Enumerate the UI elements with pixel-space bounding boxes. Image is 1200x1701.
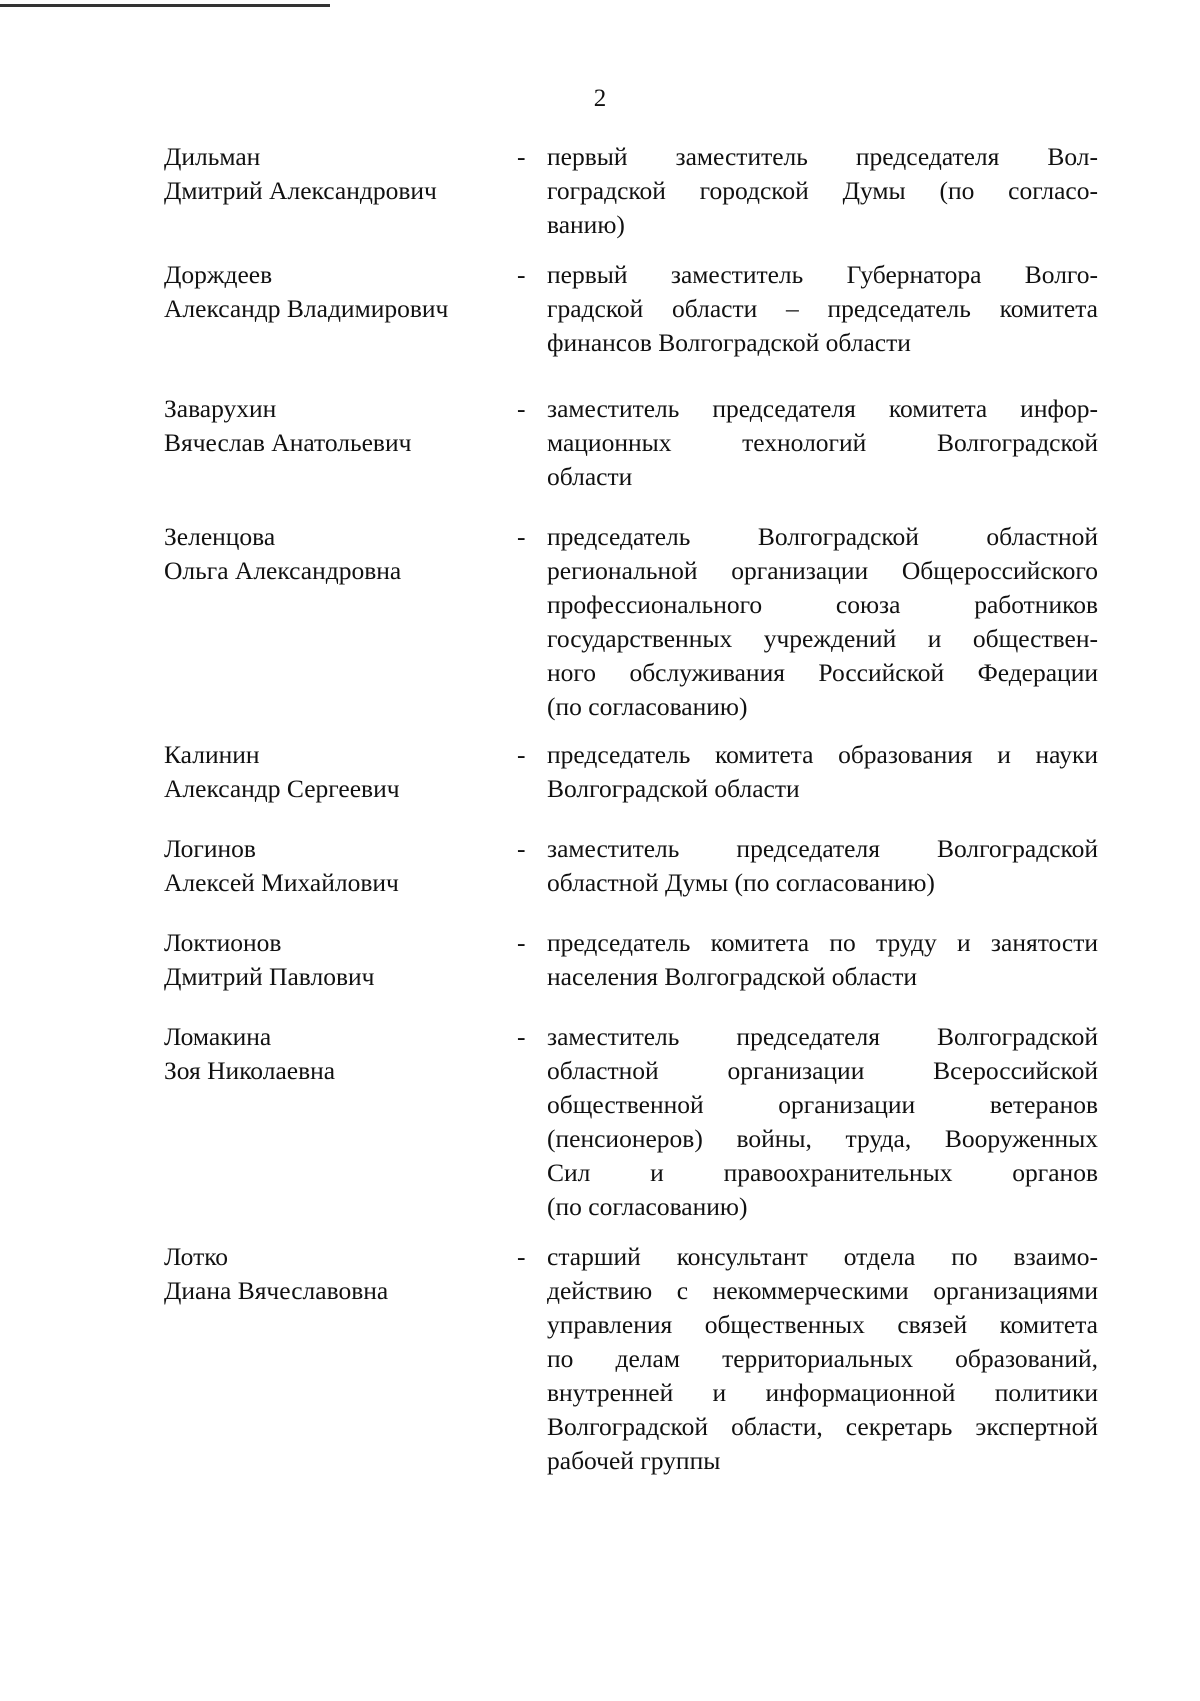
member-position-line: заместитель председателя Волгоградской <box>547 1022 1098 1051</box>
member-name <box>164 738 509 806</box>
member-dash: - <box>517 522 526 551</box>
member-position-line: ванию) <box>547 210 625 239</box>
member-given-names: Дмитрий Павлович <box>164 962 375 991</box>
member-given-names: Зоя Николаевна <box>164 1056 336 1085</box>
member-entry <box>164 140 1098 242</box>
member-position-line: мационных технологий Волгоградской <box>547 428 1098 457</box>
member-surname: Ломакина <box>164 1022 272 1051</box>
scan-edge-line <box>0 4 330 7</box>
member-position <box>547 926 1098 994</box>
member-position <box>547 738 1098 806</box>
member-position <box>547 520 1098 724</box>
member-position-line: председатель комитета образования и науки <box>547 740 1098 769</box>
member-surname: Лотко <box>164 1242 229 1271</box>
member-surname: Дорждеев <box>164 260 273 289</box>
member-name <box>164 520 509 588</box>
member-position-line: (по согласованию) <box>547 1192 748 1221</box>
member-surname: Заварухин <box>164 394 277 423</box>
member-surname: Локтионов <box>164 928 282 957</box>
member-given-names: Вячеслав Анатольевич <box>164 428 412 457</box>
member-position-line: Сил и правоохранительных органов <box>547 1158 1098 1187</box>
member-dash: - <box>517 394 526 423</box>
member-position-line: областной Думы (по согласованию) <box>547 868 935 897</box>
member-entry <box>164 1240 1098 1478</box>
member-position-line: управления общественных связей комитета <box>547 1310 1098 1339</box>
member-position-line: (пенсионеров) войны, труда, Вооруженных <box>547 1124 1098 1153</box>
member-position-line: профессионального союза работников <box>547 590 1098 619</box>
member-entry <box>164 926 1098 994</box>
member-entry <box>164 392 1098 494</box>
member-position-line: государственных учреждений и обществен- <box>547 624 1098 653</box>
member-name <box>164 1020 509 1088</box>
page-number: 2 <box>593 85 607 112</box>
member-given-names: Александр Владимирович <box>164 294 449 323</box>
member-surname: Логинов <box>164 834 256 863</box>
member-position-line: первый заместитель председателя Вол- <box>547 142 1098 171</box>
member-name <box>164 1240 509 1308</box>
member-dash: - <box>517 1242 526 1271</box>
member-name <box>164 926 509 994</box>
member-entry <box>164 1020 1098 1224</box>
member-position <box>547 1020 1098 1224</box>
member-position <box>547 258 1098 360</box>
member-entry <box>164 832 1098 900</box>
member-position <box>547 1240 1098 1478</box>
member-position-line: региональной организации Общероссийского <box>547 556 1098 585</box>
member-position <box>547 832 1098 900</box>
member-position-line: заместитель председателя комитета инфор- <box>547 394 1098 423</box>
member-position-line: общественной организации ветеранов <box>547 1090 1098 1119</box>
member-position <box>547 392 1098 494</box>
member-name <box>164 392 509 460</box>
member-name <box>164 258 509 326</box>
member-name <box>164 140 509 208</box>
member-surname: Калинин <box>164 740 260 769</box>
member-position <box>547 140 1098 242</box>
member-position-line: старший консультант отдела по взаимо- <box>547 1242 1098 1271</box>
member-position-line: по делам территориальных образований, <box>547 1344 1098 1373</box>
member-surname: Дильман <box>164 142 261 171</box>
member-dash: - <box>517 740 526 769</box>
member-dash: - <box>517 260 526 289</box>
member-position-line: действию с некоммерческими организациями <box>547 1276 1098 1305</box>
member-position-line: Волгоградской области, секретарь экспертной <box>547 1412 1098 1441</box>
member-dash: - <box>517 928 526 957</box>
member-position-line: внутренней и информационной политики <box>547 1378 1098 1407</box>
member-position-line: заместитель председателя Волгоградской <box>547 834 1098 863</box>
member-position-line: председатель комитета по труду и занятости <box>547 928 1098 957</box>
member-position-line: гоградской городской Думы (по согласо- <box>547 176 1098 205</box>
member-dash: - <box>517 142 526 171</box>
member-dash: - <box>517 1022 526 1051</box>
member-given-names: Алексей Михайлович <box>164 868 399 897</box>
member-surname: Зеленцова <box>164 522 276 551</box>
member-position-line: председатель Волгоградской областной <box>547 522 1098 551</box>
member-entry <box>164 258 1098 360</box>
member-position-line: населения Волгоградской области <box>547 962 917 991</box>
member-given-names: Александр Сергеевич <box>164 774 400 803</box>
member-position-line: области <box>547 462 633 491</box>
member-given-names: Дмитрий Александрович <box>164 176 437 205</box>
member-name <box>164 832 509 900</box>
member-position-line: областной организации Всероссийской <box>547 1056 1098 1085</box>
member-position-line: финансов Волгоградской области <box>547 328 911 357</box>
member-position-line: градской области – председатель комитета <box>547 294 1098 323</box>
member-entry <box>164 520 1098 724</box>
member-position-line: ного обслуживания Российской Федерации <box>547 658 1098 687</box>
member-given-names: Ольга Александровна <box>164 556 402 585</box>
member-position-line: (по согласованию) <box>547 692 748 721</box>
member-position-line: рабочей группы <box>547 1446 721 1475</box>
member-position-line: Волгоградской области <box>547 774 800 803</box>
member-position-line: первый заместитель Губернатора Волго- <box>547 260 1098 289</box>
member-given-names: Диана Вячеславовна <box>164 1276 389 1305</box>
member-entry <box>164 738 1098 806</box>
member-dash: - <box>517 834 526 863</box>
